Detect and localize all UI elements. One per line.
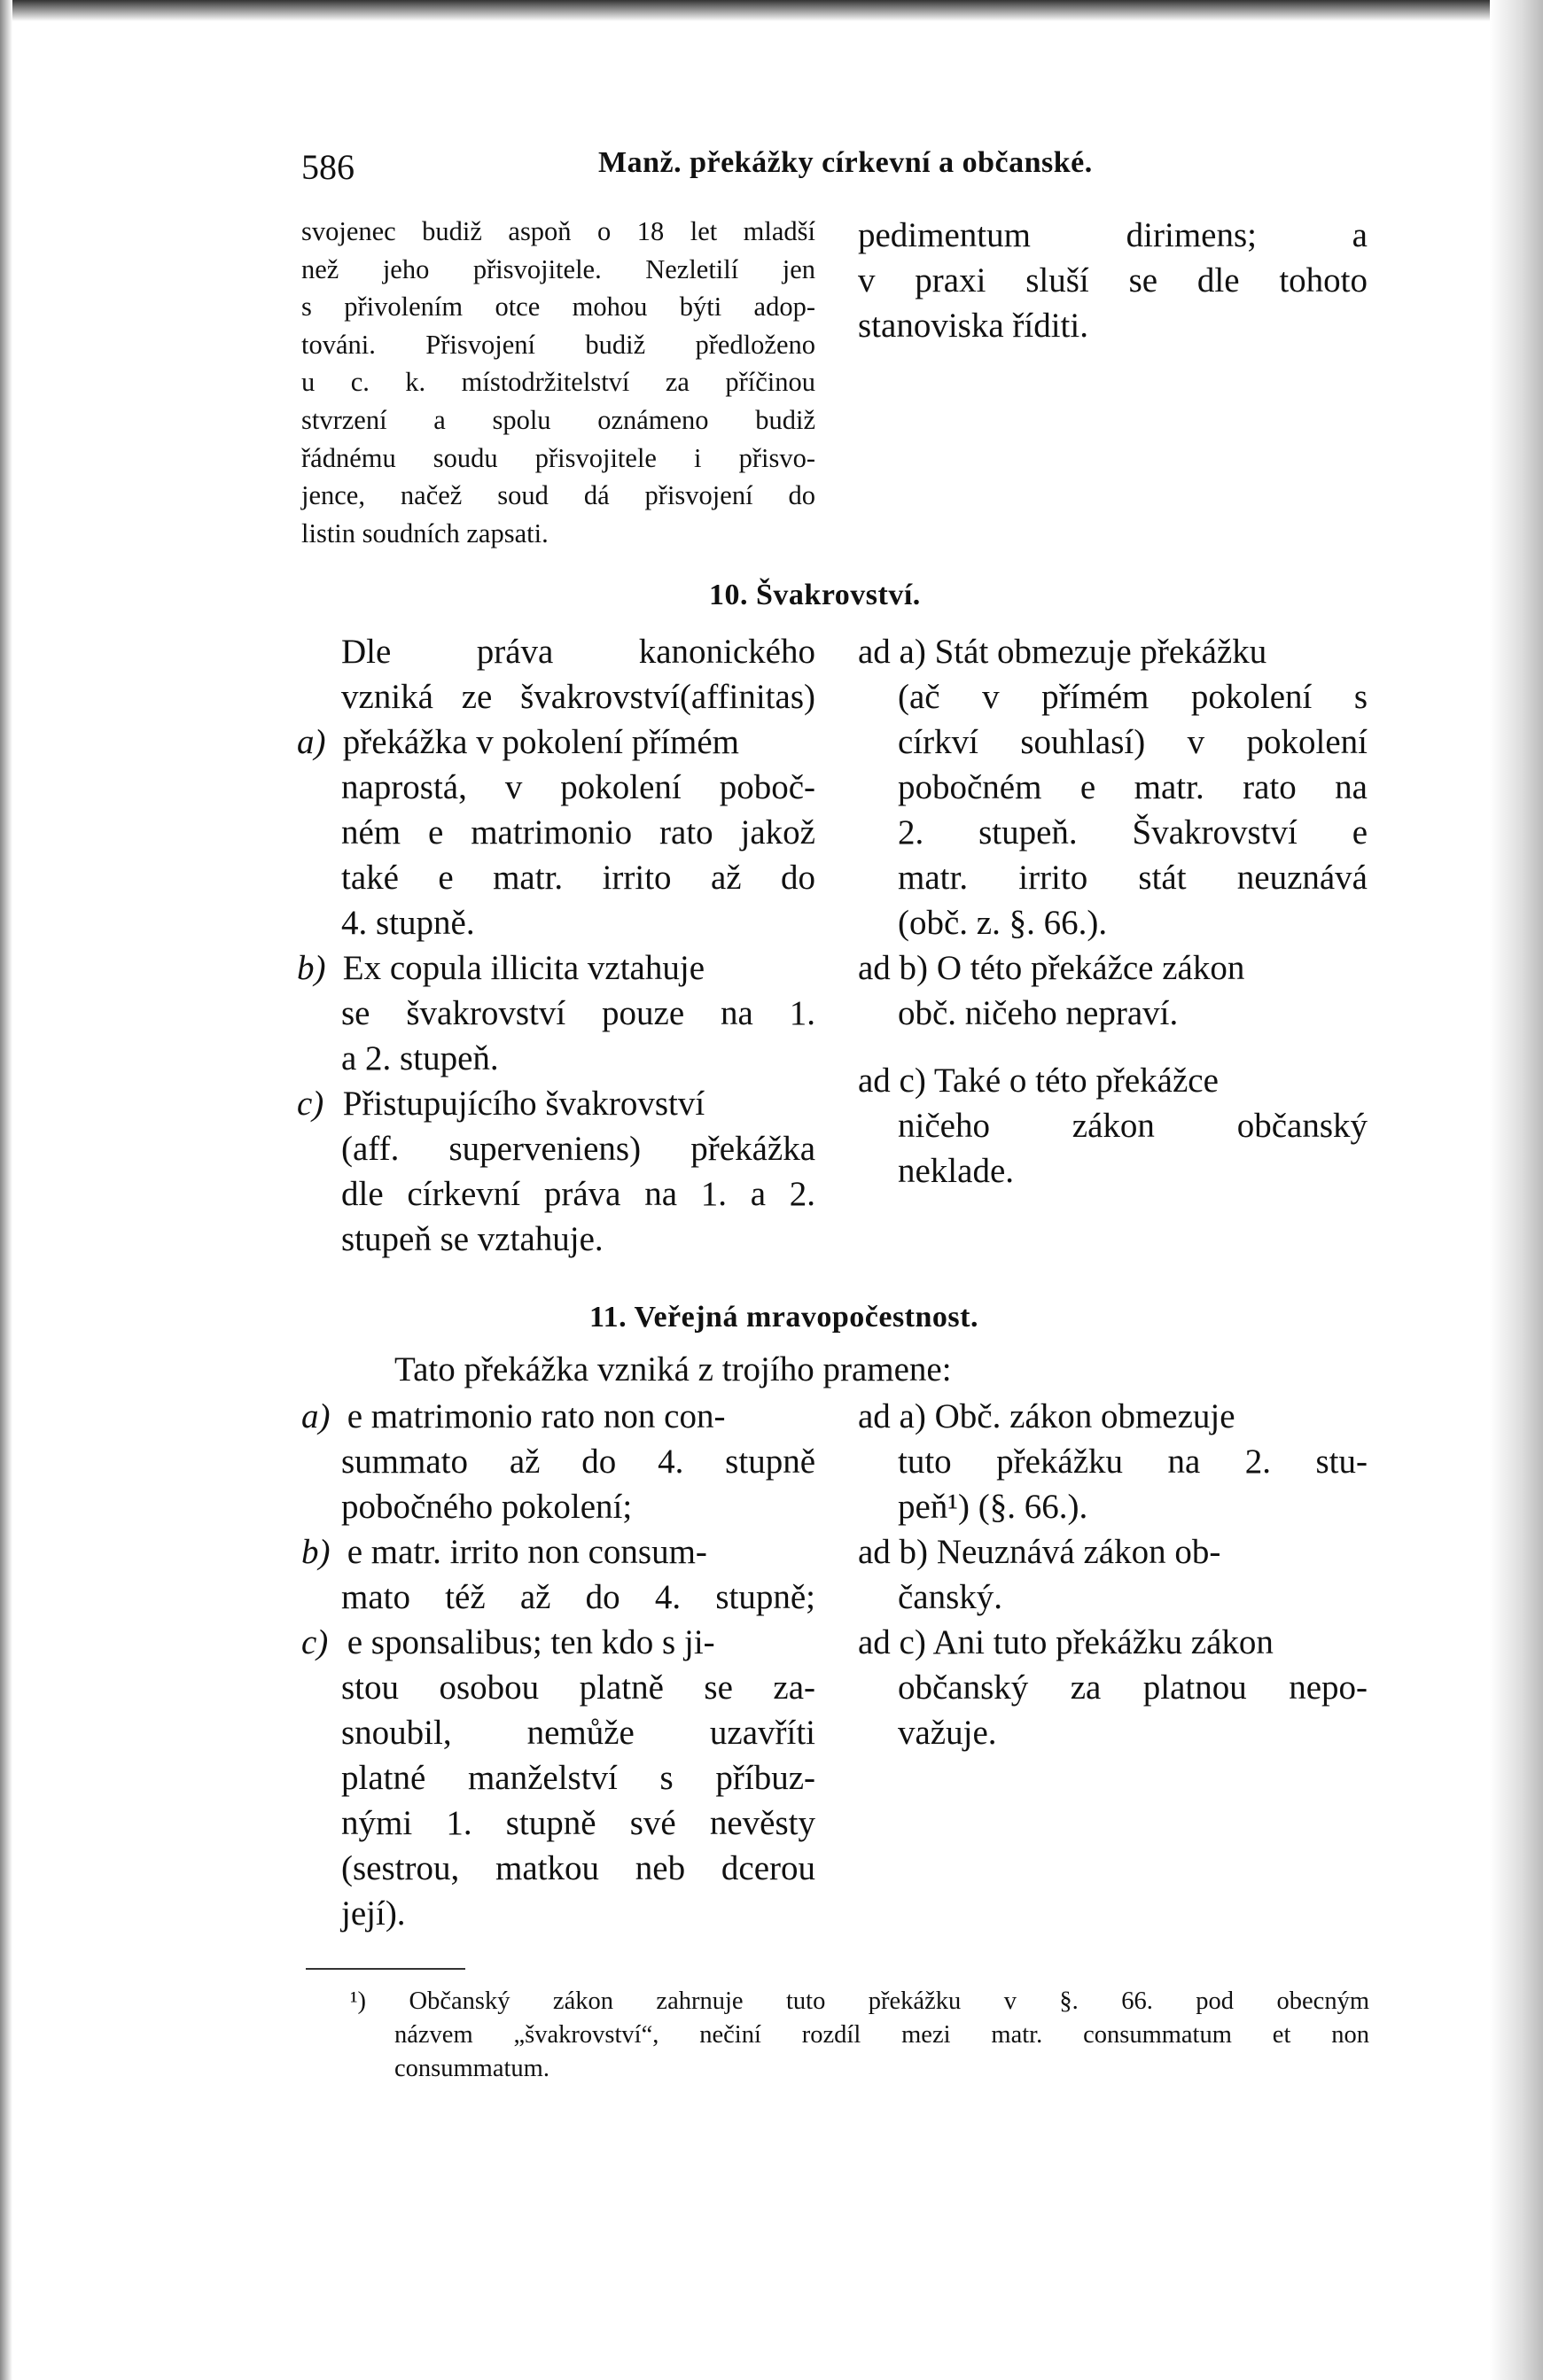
text-line: e matr. irrito non consum-: [347, 1533, 707, 1571]
text-line: platné manželství s příbuz-: [341, 1759, 815, 1797]
list-item-line: [858, 1058, 1368, 1103]
item-label: ad a): [858, 633, 926, 671]
item-label: a): [301, 1397, 331, 1435]
text-line: Dle práva kanonického: [341, 633, 815, 671]
text-line: její).: [341, 1894, 406, 1933]
item-label: b): [301, 1533, 331, 1571]
text-line: ničeho zákon občanský: [898, 1107, 1368, 1145]
list-item-line: [858, 1529, 1368, 1575]
list-item: [858, 1529, 1368, 1620]
text-line: peň¹) (§. 66.).: [898, 1488, 1088, 1526]
item-label: ad b): [858, 949, 929, 987]
item-label: a): [297, 723, 326, 761]
list-item: [858, 1058, 1368, 1194]
text-line: než jeho přisvojitele. Nezletilí jen: [301, 253, 815, 284]
text-line: továni. Přisvojení budiž předloženo: [301, 329, 815, 360]
page-left-edge: [0, 0, 12, 2380]
text-line: Přistupujícího švakrovství: [342, 1085, 705, 1123]
text-line: stou osobou platně se za-: [341, 1668, 815, 1707]
text-line: stupeň se vztahuje.: [341, 1220, 604, 1258]
text-line: vzniká ze švakrovství(affinitas): [341, 678, 815, 716]
section-9-right: [858, 213, 1368, 348]
text-line: (sestrou, matkou neb dcerou: [341, 1849, 815, 1887]
text-line: jence, načež soud dá přisvojení do: [301, 480, 815, 511]
list-item: [297, 719, 815, 945]
section-10-left: [297, 629, 815, 1262]
section-9-left: [301, 213, 815, 552]
text-line: summato až do 4. stupně: [341, 1443, 815, 1481]
text-line: dle církevní práva na 1. a 2.: [341, 1175, 815, 1213]
text-line: církví souhlasí) v pokolení: [898, 723, 1368, 761]
list-item-line: [858, 1620, 1368, 1665]
text-line: e sponsalibus; ten kdo s ji-: [347, 1623, 715, 1661]
text-line: a 2. stupeň.: [341, 1039, 499, 1077]
page-top-edge: [0, 0, 1543, 21]
text-line: Také o této překážce: [933, 1062, 1219, 1100]
footnote: [350, 1985, 1369, 2086]
text-line: (aff. superveniens) překážka: [341, 1130, 815, 1168]
item-label: ad b): [858, 1533, 929, 1571]
text-line: se švakrovství pouze na 1.: [341, 994, 815, 1032]
list-item-line: [301, 1529, 815, 1575]
footnote-line: názvem „švakrovství“, nečiní rozdíl mezi matr. consummatum et non: [394, 2021, 1369, 2049]
footnote-line: consummatum.: [394, 2055, 549, 2082]
list-item-line: [297, 945, 815, 991]
list-item-line: [858, 1394, 1368, 1439]
text-line: važuje.: [898, 1714, 997, 1752]
list-item: [858, 1394, 1368, 1529]
text-line: e matrimonio rato non con-: [347, 1397, 726, 1435]
text-line: čanský.: [898, 1578, 1003, 1616]
list-item: [301, 1620, 815, 1936]
text-line: s přivolením otce mohou býti adop-: [301, 292, 815, 323]
text-line: pedimentum dirimens; a: [858, 216, 1368, 254]
item-label: ad c): [858, 1623, 926, 1661]
text-line: obč. ničeho nepraví.: [898, 994, 1179, 1032]
section-11-intro: Tato překážka vzniká z trojího pramene:: [394, 1350, 952, 1388]
list-item: [858, 1620, 1368, 1755]
text-line: řádnému soudu přisvojitele i přisvo-: [301, 442, 815, 473]
text-line: (ač v přímém pokolení s: [898, 678, 1368, 716]
text-line: ném e matrimonio rato jakož: [341, 813, 815, 852]
list-item: [858, 945, 1368, 1036]
text-line: matr. irrito stát neuznává: [898, 859, 1368, 897]
list-item: [297, 945, 815, 1081]
section-10-heading: 10. Švakrovství.: [709, 579, 921, 611]
item-label: c): [297, 1085, 324, 1123]
list-item-line: [297, 719, 815, 765]
text-line: snoubil, nemůže uzavříti: [341, 1714, 815, 1752]
text-line: stanoviska říditi.: [858, 307, 1088, 345]
list-item-line: [301, 1394, 815, 1439]
item-label: ad a): [858, 1397, 926, 1435]
text-line: mato též až do 4. stupně;: [341, 1578, 815, 1616]
list-item-line: [297, 1081, 815, 1126]
text-line: svojenec budiž aspoň o 18 let mladší: [301, 216, 815, 246]
footnote-line: ¹) Občanský zákon zahrnuje tuto překážku v §. 66. pod obecným: [350, 1987, 1369, 2015]
text-line: pobočného pokolení;: [341, 1488, 633, 1526]
text-line: občanský za platnou nepo-: [898, 1668, 1368, 1707]
text-line: nými 1. stupně své nevěsty: [341, 1804, 815, 1842]
section-11-right: [858, 1394, 1368, 1755]
section-11-heading: 11. Veřejná mravopočestnost.: [589, 1301, 978, 1334]
list-item-line: [858, 629, 1368, 674]
running-title: Manž. překážky církevní a občanské.: [598, 146, 1093, 179]
text-line: tuto překážku na 2. stu-: [898, 1443, 1368, 1481]
text-line: překážka v pokolení přímém: [342, 723, 740, 761]
section-10-right: [858, 629, 1368, 1194]
item-label: b): [297, 949, 326, 987]
text-line: O této překážce zákon: [936, 949, 1245, 987]
list-item-line: [858, 945, 1368, 991]
text-line: v praxi sluší se dle tohoto: [858, 261, 1368, 299]
list-item: [301, 1529, 815, 1620]
section-11-left: [301, 1394, 815, 1936]
item-label: ad c): [858, 1062, 926, 1100]
item-label: c): [301, 1623, 329, 1661]
text-line: u c. k. místodržitelství za příčinou: [301, 367, 815, 398]
list-item: [858, 629, 1368, 945]
page-right-edge: [1490, 0, 1543, 2380]
list-item: [297, 1081, 815, 1262]
text-line: 2. stupeň. Švakrovství e: [898, 813, 1368, 852]
text-line: Neuznává zákon ob-: [936, 1533, 1221, 1571]
text-line: neklade.: [898, 1152, 1015, 1190]
footnote-rule: [306, 1968, 465, 1970]
text-line: Ani tuto překážku zákon: [932, 1623, 1274, 1661]
text-line: naprostá, v pokolení poboč-: [341, 768, 815, 806]
text-line: pobočném e matr. rato na: [898, 768, 1368, 806]
text-line: Ex copula illicita vztahuje: [342, 949, 705, 987]
text-line: 4. stupně.: [341, 904, 475, 942]
text-line: Stát obmezuje překážku: [934, 633, 1267, 671]
text-line: Obč. zákon obmezuje: [934, 1397, 1235, 1435]
list-item: [301, 1394, 815, 1529]
list-item-line: [301, 1620, 815, 1665]
text-line: také e matr. irrito až do: [341, 859, 815, 897]
page-number: 586: [301, 147, 355, 187]
text-line: (obč. z. §. 66.).: [898, 904, 1108, 942]
text-line: listin soudních zapsati.: [301, 517, 549, 548]
text-line: stvrzení a spolu oznámeno budiž: [301, 404, 815, 435]
